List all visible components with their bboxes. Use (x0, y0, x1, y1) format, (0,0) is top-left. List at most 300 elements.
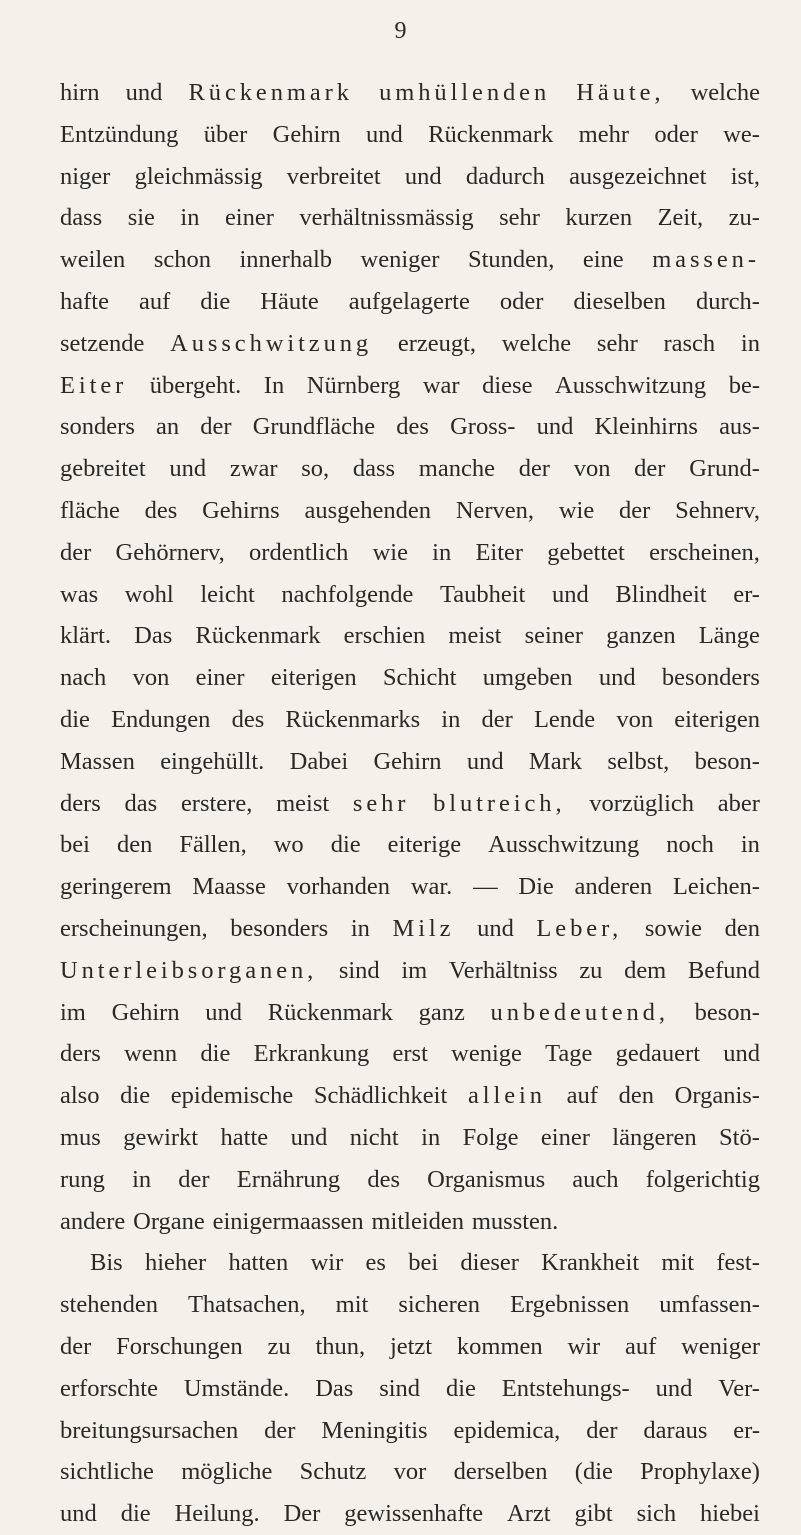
word: nachfolgende (281, 580, 414, 608)
word: der (60, 538, 92, 566)
text-line (60, 615, 760, 657)
word: wenige (451, 1040, 522, 1068)
word: zwar (229, 455, 278, 483)
word: ders (60, 1040, 101, 1068)
word: oder (499, 287, 544, 315)
word: wo (273, 831, 304, 859)
word: Ausschwitzung (170, 329, 373, 357)
text-line (60, 1159, 760, 1201)
word: Ausschwitzung (488, 831, 640, 859)
word: Leichen- (672, 873, 760, 901)
word: der (200, 413, 232, 441)
word: Unterleibsorganen, (60, 956, 318, 984)
word: Gehirn (272, 120, 341, 148)
word: Gehörnerv, (115, 538, 225, 566)
word: und (552, 580, 589, 608)
word: Rückenmark (195, 622, 321, 650)
word: sichtliche (60, 1458, 154, 1486)
word: Milz (392, 914, 455, 942)
word: Maasse (192, 873, 266, 901)
word: nicht (349, 1123, 399, 1151)
word: des (367, 1165, 400, 1193)
text-line (60, 72, 760, 114)
word: und (655, 1374, 693, 1402)
word: sehr (352, 789, 410, 817)
word: besonders (230, 914, 329, 942)
text-line (60, 239, 760, 281)
word: Nerven, (455, 496, 535, 524)
text-line (60, 1033, 760, 1075)
word: wenn (124, 1040, 178, 1068)
word: Rückenmark (428, 120, 554, 148)
word: Kleinhirns (594, 413, 698, 441)
word: umgeben (482, 664, 573, 692)
word: Nürnberg (306, 371, 401, 399)
word: Organe (133, 1207, 205, 1235)
word: auf (624, 1332, 657, 1360)
word: Organis- (674, 1082, 760, 1110)
word: Ausschwitzung (555, 371, 707, 399)
word: erst (392, 1040, 428, 1068)
word: hatten (228, 1249, 289, 1277)
word: diese (482, 371, 533, 399)
word: andere (60, 1207, 126, 1235)
word: gewissenhafte (344, 1500, 484, 1528)
word: anderen (574, 873, 653, 901)
word: hirn (60, 79, 100, 106)
word: das (124, 789, 158, 817)
word: bei (60, 831, 90, 859)
word: eiterigen (674, 705, 760, 733)
word: sowie (644, 914, 702, 942)
word: erschien (343, 622, 426, 650)
word: erscheinen, (649, 538, 760, 566)
word: also (60, 1082, 100, 1110)
word: Entstehungs- (501, 1374, 630, 1402)
word: fest- (716, 1249, 760, 1277)
word: Befund (687, 956, 760, 984)
word: beson- (694, 998, 760, 1026)
word: die (60, 705, 90, 733)
word: mitleiden (371, 1207, 465, 1235)
word: oder (654, 120, 698, 148)
word: der (178, 1165, 210, 1193)
word: zu (267, 1332, 291, 1360)
text-line (60, 866, 760, 908)
word: weniger (360, 246, 440, 274)
word: Rückenmark (188, 79, 353, 106)
word: geringerem (60, 873, 172, 901)
text-line (60, 1117, 760, 1159)
word: folgerichtig (645, 1165, 760, 1193)
word: zu (579, 956, 603, 984)
word: gebreitet (60, 455, 146, 483)
word: innerhalb (239, 246, 333, 274)
word: rasch (663, 329, 716, 357)
word: über (203, 120, 248, 148)
word: erscheinungen, (60, 914, 208, 942)
word: Sehnerv, (675, 496, 760, 524)
word: und (404, 162, 442, 190)
word: dieselben (573, 287, 666, 315)
word: bei (408, 1249, 439, 1277)
text-line (60, 323, 760, 365)
word: Die (518, 873, 554, 901)
word: aus- (719, 413, 760, 441)
word: be- (728, 371, 760, 399)
word: ist, (730, 162, 760, 190)
word: aber (717, 789, 760, 817)
word: meist (276, 789, 330, 817)
word: der (634, 455, 666, 483)
word: und (290, 1123, 328, 1151)
word: Gross- (450, 413, 516, 441)
word: die (445, 1374, 476, 1402)
word: und (205, 998, 243, 1026)
word: erforschte (60, 1374, 158, 1402)
word: und (466, 747, 504, 775)
text-line (60, 1326, 760, 1368)
word: übergeht. (149, 371, 242, 399)
word: auf (566, 1082, 598, 1110)
word: die (200, 1040, 231, 1068)
word: ausgezeichnet (569, 162, 707, 190)
text-line (60, 365, 760, 407)
word: verhältnissmässig (299, 204, 474, 232)
word: derselben (453, 1458, 548, 1486)
word: aufgelagerte (348, 287, 470, 315)
word: vorzüglich (589, 789, 695, 817)
word: epidemica, (453, 1416, 561, 1444)
word: sie (127, 204, 155, 232)
word: in (421, 1123, 441, 1151)
word: Verhältniss (448, 956, 558, 984)
word: die (120, 1082, 151, 1110)
word: welche (501, 329, 572, 357)
word: ausgehenden (304, 496, 432, 524)
word: eine (582, 246, 624, 274)
word: eiterigen (270, 664, 357, 692)
word: und (536, 413, 574, 441)
text-line (60, 1368, 760, 1410)
word: manche (418, 455, 495, 483)
word: ders (60, 789, 101, 817)
word: der (60, 1332, 92, 1360)
word: den (724, 914, 760, 942)
word: in (350, 914, 370, 942)
word: in (740, 831, 760, 859)
word: Dabei (289, 747, 349, 775)
word: der (518, 455, 550, 483)
word: was (60, 580, 99, 608)
word: schon (153, 246, 211, 274)
word: epidemische (170, 1082, 294, 1110)
word: leicht (200, 580, 255, 608)
word: Rückenmark (267, 998, 393, 1026)
word: des (396, 413, 429, 441)
word: war (422, 371, 460, 399)
text-line (60, 114, 760, 156)
word: und (125, 79, 163, 106)
word: sicheren (398, 1291, 480, 1319)
word: er- (733, 1416, 760, 1444)
word: Erkrankung (253, 1040, 370, 1068)
word: und (169, 455, 207, 483)
word: dadurch (465, 162, 545, 190)
word: vorhanden (286, 873, 391, 901)
word: Taubheit (440, 580, 526, 608)
word: meist (448, 622, 502, 650)
word: selbst, (607, 747, 670, 775)
text-line (60, 824, 760, 866)
word: mehr (578, 120, 629, 148)
word: der (619, 496, 651, 524)
word: Blindheit (615, 580, 707, 608)
text-line (60, 1284, 760, 1326)
word: und (477, 914, 514, 942)
word: Eiter (60, 371, 128, 399)
text-line (60, 281, 760, 323)
word: Mark (528, 747, 582, 775)
word: Schicht (382, 664, 457, 692)
word: rung (60, 1165, 105, 1193)
word: Zeit, (657, 204, 704, 232)
word: mögliche (181, 1458, 273, 1486)
word: wir (310, 1249, 344, 1277)
text-line (60, 908, 760, 950)
word: Folge (462, 1123, 519, 1151)
word: Fällen, (179, 831, 247, 859)
word: sonders (60, 413, 135, 441)
word: Forschungen (116, 1332, 243, 1360)
word: eingehüllt. (160, 747, 265, 775)
word: blutreich, (433, 789, 566, 817)
word: Stö- (719, 1123, 760, 1151)
word: die (200, 287, 231, 315)
word: (die (574, 1458, 613, 1486)
word: nach (60, 664, 107, 692)
word: sehr (499, 204, 540, 232)
word: und (60, 1500, 97, 1528)
word: in (432, 538, 452, 566)
word: im (401, 956, 428, 984)
word: breitungsursachen (60, 1416, 239, 1444)
word: Umstände. (183, 1374, 290, 1402)
word: sind (379, 1374, 421, 1402)
word: wir (567, 1332, 601, 1360)
word: dass (60, 204, 103, 232)
word: den (116, 831, 153, 859)
word: gedauert (615, 1040, 700, 1068)
word: mus (60, 1123, 101, 1151)
word: hieher (144, 1249, 207, 1277)
word: der (264, 1416, 296, 1444)
word: wohl (124, 580, 174, 608)
word: verbreitet (286, 162, 381, 190)
text-line (60, 1075, 760, 1117)
word: gewirkt (123, 1123, 199, 1151)
word: ordentlich (249, 538, 349, 566)
word: gibt (574, 1500, 613, 1528)
word: Ernährung (236, 1165, 341, 1193)
text-line (60, 1201, 760, 1243)
word: einer (540, 1123, 590, 1151)
text-line (60, 657, 760, 699)
word: sind (338, 956, 380, 984)
word: Gehirn (111, 998, 180, 1026)
word: die (330, 831, 361, 859)
word: Entzündung (60, 120, 179, 148)
word: umfassen- (659, 1291, 760, 1319)
word: an (156, 413, 180, 441)
word: Lende (533, 705, 596, 733)
word: setzende (60, 329, 145, 357)
word: klärt. (60, 622, 112, 650)
word: die (120, 1500, 151, 1528)
word: Rückenmarks (285, 705, 421, 733)
word: jetzt (389, 1332, 433, 1360)
word: und (366, 120, 403, 148)
word: hatte (220, 1123, 269, 1151)
word: Der (283, 1500, 321, 1528)
word: Organismus (427, 1165, 546, 1193)
word: von (132, 664, 170, 692)
word: fläche (60, 496, 120, 524)
word: dem (624, 956, 667, 984)
word: gebettet (547, 538, 625, 566)
word: Leber, (536, 914, 623, 942)
word: so, (301, 455, 330, 483)
word: im (60, 998, 86, 1026)
word: Das (134, 622, 173, 650)
word: von (573, 455, 611, 483)
word: we- (723, 120, 760, 148)
word: Prophylaxe) (640, 1458, 760, 1486)
word: Endungen (111, 705, 211, 733)
word: Länge (698, 622, 760, 650)
word: allein (467, 1082, 546, 1110)
text-line (60, 490, 760, 532)
word: In (263, 371, 285, 399)
word: zu- (728, 204, 760, 232)
word: in (740, 329, 760, 357)
word: er- (733, 580, 760, 608)
word: Häute (260, 287, 319, 315)
word: erstere, (180, 789, 253, 817)
word: Gehirn (373, 747, 442, 775)
word: dass (352, 455, 396, 483)
word: in (132, 1165, 152, 1193)
word: und (598, 664, 636, 692)
word: von (616, 705, 654, 733)
word: Schädlichkeit (313, 1082, 448, 1110)
word: war. (410, 873, 453, 901)
word: der (586, 1416, 618, 1444)
word: des (231, 705, 265, 733)
text-line (60, 532, 760, 574)
word: wie (372, 538, 408, 566)
text-line (60, 992, 760, 1034)
text-line (60, 1493, 760, 1535)
word: massen- (652, 246, 760, 274)
word: kurzen (565, 204, 633, 232)
word: dieser (460, 1249, 519, 1277)
word: Das (315, 1374, 354, 1402)
word: Eiter (475, 538, 524, 566)
word: weniger (681, 1332, 760, 1360)
word: den (618, 1082, 654, 1110)
text-line (60, 197, 760, 239)
word: Meningitis (321, 1416, 428, 1444)
word: gleichmässig (134, 162, 263, 190)
word: hafte (60, 287, 109, 315)
word: ganzen (606, 622, 676, 650)
text-line (60, 699, 760, 741)
word: sehr (596, 329, 638, 357)
text-line (60, 156, 760, 198)
word: es (365, 1249, 386, 1277)
word: vor (393, 1458, 427, 1486)
word: daraus (643, 1416, 708, 1444)
word: eiterige (387, 831, 462, 859)
word: stehenden (60, 1291, 158, 1319)
text-line (60, 574, 760, 616)
word: beson- (694, 747, 760, 775)
word: Tage (545, 1040, 593, 1068)
word: Gehirns (202, 496, 280, 524)
text-line (60, 1242, 760, 1284)
word: Ergebnissen (509, 1291, 630, 1319)
word: erzeugt, (397, 329, 477, 357)
word: Massen (60, 747, 135, 775)
text-line (60, 741, 760, 783)
word: Ver- (718, 1374, 760, 1402)
word: — (473, 873, 498, 901)
text-line (60, 448, 760, 490)
word: Stunden, (467, 246, 555, 274)
word: einigermaassen (212, 1207, 364, 1235)
word: auf (138, 287, 171, 315)
word: einer (224, 204, 274, 232)
word: mit (335, 1291, 369, 1319)
text-line (60, 1410, 760, 1452)
word: Grundfläche (252, 413, 376, 441)
word: sich (636, 1500, 677, 1528)
word: in (441, 705, 461, 733)
word: der (481, 705, 513, 733)
word: niger (60, 162, 111, 190)
word: noch (666, 831, 714, 859)
text-line (60, 950, 760, 992)
word: umhüllenden (379, 79, 551, 106)
text-line (60, 406, 760, 448)
word: ganz (418, 998, 465, 1026)
word: des (144, 496, 178, 524)
word: mit (661, 1249, 695, 1277)
word: seiner (524, 622, 584, 650)
word: in (180, 204, 200, 232)
word: weilen (60, 246, 126, 274)
word: Heilung. (174, 1500, 260, 1528)
word: hiebei (700, 1500, 760, 1528)
word: Arzt (507, 1500, 551, 1528)
body-text (60, 72, 760, 1535)
word: Häute, (576, 79, 665, 106)
word: besonders (661, 664, 760, 692)
word: kommen (456, 1332, 543, 1360)
word: Grund- (689, 455, 760, 483)
word: thun, (315, 1332, 366, 1360)
